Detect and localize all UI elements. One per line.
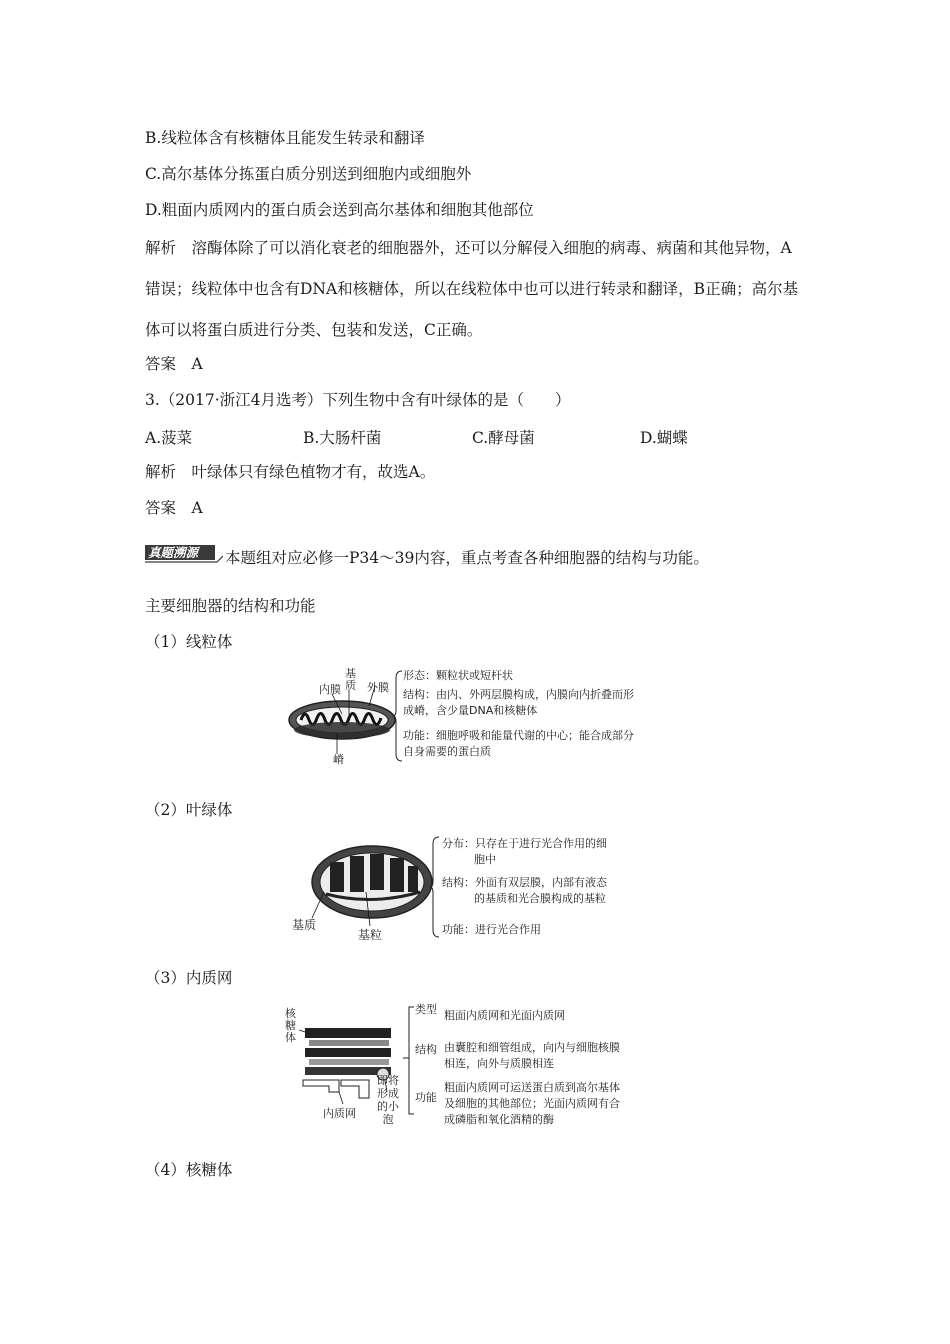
- chloroplast-figure: [290, 834, 670, 946]
- option-d: D.粗面内质网内的蛋白质会送到高尔基体和细胞其他部位: [145, 201, 534, 219]
- ribo-heading: （4）核糖体: [145, 1161, 233, 1179]
- q3-option-a: A.菠菜: [145, 429, 193, 447]
- q3-option-c: C.酵母菌: [472, 429, 535, 447]
- source-badge-label: 真题溯源: [148, 545, 199, 560]
- q3-analysis: 解析 叶绿体只有绿色植物才有，故选A。: [145, 463, 436, 481]
- q2-answer: 答案 A: [145, 355, 203, 373]
- chloro-label-grana: 基粒: [358, 928, 383, 942]
- er-label-er: 内质网: [323, 1107, 356, 1120]
- chloro-structure-1: 结构：外面有双层膜，内部有液态: [442, 876, 607, 889]
- er-function-label: 功能: [415, 1091, 437, 1104]
- er-function-3: 成磷脂和氧化酒精的酶: [444, 1113, 554, 1126]
- er-structure-label: 结构: [415, 1043, 437, 1056]
- chloro-heading: （2）叶绿体: [145, 801, 233, 819]
- source-text: 本题组对应必修一P34～39内容，重点考查各种细胞器的结构与功能。: [225, 549, 709, 567]
- mito-heading: （1）线粒体: [145, 633, 233, 651]
- mito-structure-2: 成嵴，含少量DNA和核糖体: [403, 704, 538, 717]
- source-badge: [145, 544, 223, 566]
- chloro-distribution-1: 分布：只存在于进行光合作用的细: [442, 837, 607, 850]
- q2-analysis: 解析 溶酶体除了可以消化衰老的细胞器外，还可以分解侵入细胞的病毒、病菌和其他异物，A错误；线粒体中也含有DNA和核糖体，所以在线粒体中也可以进行转录和翻译，B正确；高尔基体可以将蛋白质进行分类、包装和发送，C正确。: [145, 239, 799, 339]
- mito-label-outer-membrane: 外膜: [367, 681, 389, 694]
- er-type-label: 类型: [415, 1003, 437, 1016]
- chloro-function: 功能：进行光合作用: [442, 923, 541, 936]
- er-function-2: 及细胞的其他部位；光面内质网有合: [444, 1097, 620, 1110]
- section-title: 主要细胞器的结构和功能: [145, 597, 316, 615]
- mito-structure-1: 结构：由内、外两层膜构成，内膜向内折叠而形: [403, 688, 634, 701]
- chloro-brace: [430, 836, 440, 938]
- er-heading: （3）内质网: [145, 969, 233, 987]
- er-label-ribosome: 核糖体: [285, 1007, 296, 1044]
- er-label-vesicle: 即将形成的小泡: [377, 1074, 399, 1126]
- mito-brace: [393, 670, 403, 762]
- mito-label-matrix: 基质: [345, 667, 356, 692]
- er-type-text: 粗面内质网和光面内质网: [444, 1009, 565, 1022]
- option-c: C.高尔基体分拣蛋白质分别送到细胞内或细胞外: [145, 165, 472, 183]
- mito-label-cristae: 嵴: [333, 753, 344, 766]
- q3-stem: 3.（2017·浙江4月选考）下列生物中含有叶绿体的是（ ）: [145, 391, 571, 409]
- mito-function-1: 功能：细胞呼吸和能量代谢的中心；能合成部分: [403, 729, 634, 742]
- er-function-1: 粗面内质网可运送蛋白质到高尔基体: [444, 1081, 620, 1094]
- er-structure-1: 由囊腔和细管组成，向内与细胞核膜: [444, 1041, 620, 1054]
- mito-form: 形态：颗粒状或短杆状: [403, 669, 513, 682]
- option-b: B.线粒体含有核糖体且能发生转录和翻译: [145, 129, 425, 147]
- q3-answer: 答案 A: [145, 499, 203, 517]
- chloro-distribution-2: 胞中: [474, 853, 496, 866]
- mitochondria-figure: [287, 668, 667, 768]
- mito-label-inner-membrane: 内膜: [319, 683, 341, 696]
- q3-option-b: B.大肠杆菌: [303, 429, 382, 447]
- mito-function-2: 自身需要的蛋白质: [403, 745, 491, 758]
- q3-option-d: D.蝴蝶: [640, 429, 688, 447]
- er-figure: [285, 1000, 685, 1130]
- er-brace: [403, 1006, 415, 1116]
- chloro-structure-2: 的基质和光合膜构成的基粒: [474, 892, 606, 905]
- chloro-label-stroma: 基质: [292, 918, 317, 932]
- er-structure-2: 相连，向外与质膜相连: [444, 1057, 554, 1070]
